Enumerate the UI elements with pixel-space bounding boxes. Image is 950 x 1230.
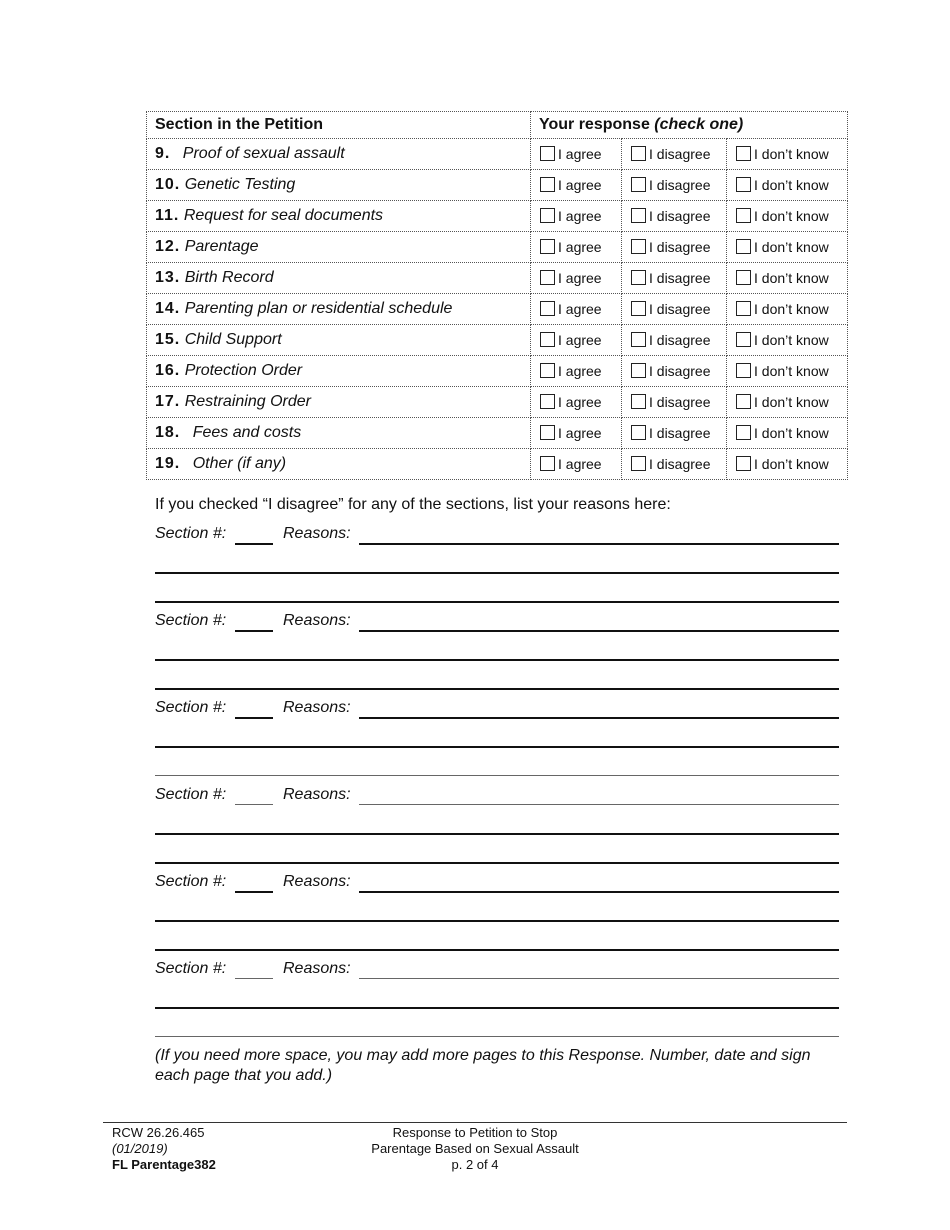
checkbox[interactable] bbox=[631, 239, 646, 254]
footer-title-line2: Parentage Based on Sexual Assault bbox=[371, 1141, 579, 1156]
reason-entry bbox=[155, 699, 839, 727]
section-cell bbox=[147, 201, 531, 232]
section-cell bbox=[147, 232, 531, 263]
reasons-label: Reasons: bbox=[283, 960, 351, 977]
section-title: Other (if any) bbox=[192, 455, 287, 472]
reasons-line[interactable] bbox=[155, 920, 839, 922]
reasons-field[interactable] bbox=[359, 717, 839, 719]
reason-entry bbox=[155, 960, 839, 988]
section-title: Request for seal documents bbox=[183, 207, 384, 224]
table-row bbox=[147, 418, 848, 449]
option-label: I disagree bbox=[649, 270, 711, 286]
footer-title-line1: Response to Petition to Stop bbox=[392, 1125, 558, 1140]
footer-divider bbox=[103, 1122, 847, 1123]
option-label: I don’t know bbox=[754, 456, 829, 472]
checkbox[interactable] bbox=[736, 146, 751, 161]
option-dont-know[interactable] bbox=[727, 325, 848, 356]
reasons-line[interactable] bbox=[155, 601, 839, 603]
option-disagree[interactable] bbox=[622, 170, 727, 201]
option-dont-know[interactable] bbox=[727, 387, 848, 418]
option-label: I agree bbox=[558, 270, 602, 286]
option-agree[interactable] bbox=[531, 139, 622, 170]
table-row bbox=[147, 325, 848, 356]
option-label: I agree bbox=[558, 146, 602, 162]
option-label: I agree bbox=[558, 208, 602, 224]
checkbox[interactable] bbox=[736, 177, 751, 192]
reasons-line[interactable] bbox=[155, 833, 839, 835]
header-response-note: (check one) bbox=[654, 116, 744, 133]
table-row bbox=[147, 201, 848, 232]
option-agree[interactable] bbox=[531, 263, 622, 294]
checkbox[interactable] bbox=[540, 456, 555, 471]
option-label: I agree bbox=[558, 456, 602, 472]
section-title: Proof of sexual assault bbox=[182, 145, 345, 162]
reasons-label: Reasons: bbox=[283, 699, 351, 716]
petition-response-table bbox=[146, 111, 848, 480]
option-label: I disagree bbox=[649, 146, 711, 162]
section-cell bbox=[147, 170, 531, 201]
reasons-label: Reasons: bbox=[283, 786, 351, 803]
reason-entry bbox=[155, 612, 839, 640]
section-title: Genetic Testing bbox=[184, 176, 296, 193]
reasons-line[interactable] bbox=[155, 572, 839, 574]
checkbox[interactable] bbox=[736, 425, 751, 440]
section-number-field[interactable] bbox=[235, 804, 273, 805]
section-number-label: Section #: bbox=[155, 786, 227, 803]
section-cell bbox=[147, 325, 531, 356]
checkbox[interactable] bbox=[736, 270, 751, 285]
section-number-label: Section #: bbox=[155, 873, 227, 890]
footer-center bbox=[325, 1125, 625, 1173]
option-disagree[interactable] bbox=[622, 294, 727, 325]
table-row bbox=[147, 170, 848, 201]
option-dont-know[interactable] bbox=[727, 449, 848, 480]
section-number: 11. bbox=[155, 207, 180, 224]
option-label: I disagree bbox=[649, 425, 711, 441]
footer-left bbox=[112, 1125, 216, 1173]
option-dont-know[interactable] bbox=[727, 201, 848, 232]
option-label: I agree bbox=[558, 177, 602, 193]
checkbox[interactable] bbox=[540, 146, 555, 161]
option-label: I don’t know bbox=[754, 208, 829, 224]
checkbox[interactable] bbox=[736, 301, 751, 316]
reasons-label: Reasons: bbox=[283, 873, 351, 890]
section-cell bbox=[147, 449, 531, 480]
footer-form-id: FL Parentage382 bbox=[112, 1157, 216, 1172]
option-agree[interactable] bbox=[531, 387, 622, 418]
section-title: Restraining Order bbox=[184, 393, 311, 410]
section-cell bbox=[147, 356, 531, 387]
option-label: I agree bbox=[558, 363, 602, 379]
option-label: I don’t know bbox=[754, 363, 829, 379]
option-label: I disagree bbox=[649, 332, 711, 348]
checkbox[interactable] bbox=[631, 363, 646, 378]
section-cell bbox=[147, 294, 531, 325]
reasons-line[interactable] bbox=[155, 688, 839, 690]
section-title: Birth Record bbox=[184, 269, 274, 286]
checkbox[interactable] bbox=[631, 177, 646, 192]
reasons-line[interactable] bbox=[155, 1007, 839, 1009]
table-row bbox=[147, 139, 848, 170]
option-label: I don’t know bbox=[754, 146, 829, 162]
option-dont-know[interactable] bbox=[727, 294, 848, 325]
table-row bbox=[147, 356, 848, 387]
option-label: I don’t know bbox=[754, 301, 829, 317]
checkbox[interactable] bbox=[736, 332, 751, 347]
option-label: I don’t know bbox=[754, 425, 829, 441]
checkbox[interactable] bbox=[631, 332, 646, 347]
checkbox[interactable] bbox=[736, 363, 751, 378]
option-label: I disagree bbox=[649, 239, 711, 255]
option-dont-know[interactable] bbox=[727, 263, 848, 294]
checkbox[interactable] bbox=[631, 425, 646, 440]
option-agree[interactable] bbox=[531, 449, 622, 480]
section-title: Parentage bbox=[184, 238, 259, 255]
reasons-label: Reasons: bbox=[283, 525, 351, 542]
option-disagree[interactable] bbox=[622, 387, 727, 418]
checkbox[interactable] bbox=[631, 146, 646, 161]
section-number-field[interactable] bbox=[235, 543, 273, 545]
reasons-line[interactable] bbox=[155, 659, 839, 661]
section-number-label: Section #: bbox=[155, 699, 227, 716]
option-label: I disagree bbox=[649, 177, 711, 193]
section-number-label: Section #: bbox=[155, 960, 227, 977]
checkbox[interactable] bbox=[631, 208, 646, 223]
checkbox[interactable] bbox=[540, 394, 555, 409]
section-number: 18. bbox=[155, 424, 181, 441]
footer-statute: RCW 26.26.465 bbox=[112, 1125, 205, 1140]
option-label: I agree bbox=[558, 239, 602, 255]
checkbox[interactable] bbox=[736, 456, 751, 471]
table-row bbox=[147, 232, 848, 263]
reasons-line[interactable] bbox=[155, 775, 839, 776]
option-label: I don’t know bbox=[754, 270, 829, 286]
option-dont-know[interactable] bbox=[727, 418, 848, 449]
reasons-line[interactable] bbox=[155, 746, 839, 748]
option-label: I disagree bbox=[649, 208, 711, 224]
option-disagree[interactable] bbox=[622, 232, 727, 263]
option-dont-know[interactable] bbox=[727, 139, 848, 170]
option-dont-know[interactable] bbox=[727, 170, 848, 201]
header-section: Section in the Petition bbox=[147, 112, 531, 139]
option-dont-know[interactable] bbox=[727, 232, 848, 263]
option-dont-know[interactable] bbox=[727, 356, 848, 387]
checkbox[interactable] bbox=[631, 301, 646, 316]
option-label: I disagree bbox=[649, 301, 711, 317]
section-number: 13. bbox=[155, 269, 181, 286]
reasons-line[interactable] bbox=[155, 1036, 839, 1037]
section-title: Child Support bbox=[184, 331, 282, 348]
checkbox[interactable] bbox=[631, 456, 646, 471]
reasons-field[interactable] bbox=[359, 543, 839, 545]
option-agree[interactable] bbox=[531, 232, 622, 263]
option-disagree[interactable] bbox=[622, 263, 727, 294]
section-number: 10. bbox=[155, 176, 181, 193]
section-cell bbox=[147, 139, 531, 170]
option-agree[interactable] bbox=[531, 170, 622, 201]
section-title: Protection Order bbox=[184, 362, 303, 379]
table-row bbox=[147, 449, 848, 480]
section-title: Parenting plan or residential schedule bbox=[184, 300, 453, 317]
option-agree[interactable] bbox=[531, 294, 622, 325]
table-row bbox=[147, 263, 848, 294]
option-label: I don’t know bbox=[754, 332, 829, 348]
option-label: I don’t know bbox=[754, 177, 829, 193]
section-number: 15. bbox=[155, 331, 181, 348]
option-label: I agree bbox=[558, 301, 602, 317]
reasons-field[interactable] bbox=[359, 891, 839, 893]
option-label: I don’t know bbox=[754, 394, 829, 410]
checkbox[interactable] bbox=[540, 332, 555, 347]
header-response: Your response (check one) bbox=[531, 112, 848, 139]
section-number: 19. bbox=[155, 455, 181, 472]
footer-page: p. 2 of 4 bbox=[451, 1157, 499, 1172]
footer-date: (01/2019) bbox=[112, 1141, 168, 1156]
checkbox[interactable] bbox=[540, 177, 555, 192]
reason-entry bbox=[155, 786, 839, 814]
section-cell bbox=[147, 263, 531, 294]
option-agree[interactable] bbox=[531, 325, 622, 356]
checkbox[interactable] bbox=[540, 425, 555, 440]
reasons-line[interactable] bbox=[155, 949, 839, 951]
reasons-field[interactable] bbox=[359, 804, 839, 805]
option-agree[interactable] bbox=[531, 418, 622, 449]
option-disagree[interactable] bbox=[622, 418, 727, 449]
section-number: 12. bbox=[155, 238, 181, 255]
table-header-row bbox=[147, 112, 848, 139]
reasons-field[interactable] bbox=[359, 630, 839, 632]
option-disagree[interactable] bbox=[622, 201, 727, 232]
section-number: 9. bbox=[155, 145, 171, 162]
checkbox[interactable] bbox=[736, 394, 751, 409]
reasons-line[interactable] bbox=[155, 862, 839, 864]
option-agree[interactable] bbox=[531, 201, 622, 232]
section-number-field[interactable] bbox=[235, 717, 273, 719]
checkbox[interactable] bbox=[540, 239, 555, 254]
table-row bbox=[147, 294, 848, 325]
section-number: 17. bbox=[155, 393, 181, 410]
section-number-label: Section #: bbox=[155, 525, 227, 542]
checkbox[interactable] bbox=[631, 394, 646, 409]
checkbox[interactable] bbox=[540, 270, 555, 285]
option-disagree[interactable] bbox=[622, 325, 727, 356]
checkbox[interactable] bbox=[540, 208, 555, 223]
table-row bbox=[147, 387, 848, 418]
section-number-field[interactable] bbox=[235, 978, 273, 979]
checkbox[interactable] bbox=[736, 208, 751, 223]
section-number-label: Section #: bbox=[155, 612, 227, 629]
reasons-instruction: If you checked “I disagree” for any of the sections, list your reasons here: bbox=[155, 496, 671, 513]
option-label: I disagree bbox=[649, 394, 711, 410]
reason-entry bbox=[155, 873, 839, 901]
section-number-field[interactable] bbox=[235, 891, 273, 893]
option-disagree[interactable] bbox=[622, 356, 727, 387]
reasons-label: Reasons: bbox=[283, 612, 351, 629]
checkbox[interactable] bbox=[540, 301, 555, 316]
section-number: 16. bbox=[155, 362, 181, 379]
section-number-field[interactable] bbox=[235, 630, 273, 632]
checkbox[interactable] bbox=[736, 239, 751, 254]
checkbox[interactable] bbox=[631, 270, 646, 285]
reason-entry bbox=[155, 525, 839, 553]
option-label: I don’t know bbox=[754, 239, 829, 255]
checkbox[interactable] bbox=[540, 363, 555, 378]
option-label: I agree bbox=[558, 332, 602, 348]
option-disagree[interactable] bbox=[622, 139, 727, 170]
more-space-note: (If you need more space, you may add more pages to this Response. Number, date and sign each page that you add.) bbox=[155, 1047, 811, 1084]
option-label: I agree bbox=[558, 425, 602, 441]
option-agree[interactable] bbox=[531, 356, 622, 387]
section-number: 14. bbox=[155, 300, 181, 317]
section-cell bbox=[147, 418, 531, 449]
option-label: I disagree bbox=[649, 456, 711, 472]
reasons-field[interactable] bbox=[359, 978, 839, 979]
section-cell bbox=[147, 387, 531, 418]
section-title: Fees and costs bbox=[192, 424, 302, 441]
option-disagree[interactable] bbox=[622, 449, 727, 480]
option-label: I disagree bbox=[649, 363, 711, 379]
option-label: I agree bbox=[558, 394, 602, 410]
